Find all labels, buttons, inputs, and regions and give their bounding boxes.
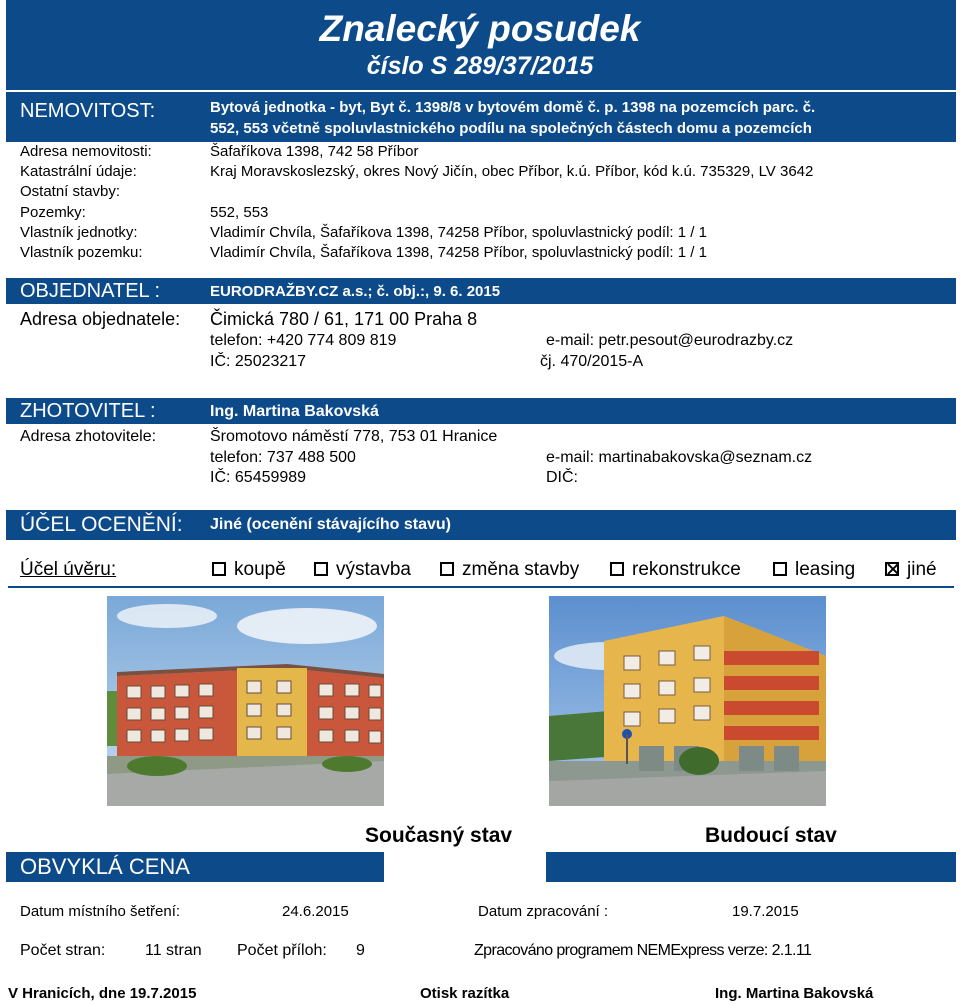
future-state-label: Budoucí stav <box>705 824 837 847</box>
loan-divider <box>8 586 954 588</box>
usual-price-label: OBVYKLÁ CENA <box>20 854 190 879</box>
contractor-ic: IČ: 65459989 <box>210 469 307 486</box>
client-ic: IČ: 25023217 <box>210 353 307 370</box>
contractor-dic: DIČ: <box>546 469 578 486</box>
loan-option-other[interactable] <box>885 559 937 581</box>
processing-date-label: Datum zpracování : <box>478 903 609 920</box>
attachments-label: Počet příloh: <box>237 942 327 959</box>
property-desc-line2: 552, 553 včetně spoluvlastnického podílu na společných částech domu a pozemcích <box>210 120 812 137</box>
client-email: e-mail: petr.pesout@eurodrazby.cz <box>546 332 794 349</box>
other-buildings-label: Ostatní stavby: <box>20 183 121 200</box>
contractor-address-label: Adresa zhotovitele: <box>20 428 157 445</box>
land-value: 552, 553 <box>210 204 269 221</box>
cadastral-value: Kraj Moravskoslezský, okres Nový Jičín, obec Příbor, k.ú. Příbor, kód k.ú. 735329, LV 3642 <box>210 163 814 180</box>
client-phone: telefon: +420 774 809 819 <box>210 332 397 349</box>
building-photo-front <box>107 596 384 806</box>
purpose-label: ÚČEL OCENĚNÍ: <box>20 513 183 536</box>
loan-option-leasing[interactable] <box>773 559 855 581</box>
place-and-date: V Hranicích, dne 19.7.2015 <box>8 985 197 1002</box>
checkbox-icon[interactable] <box>314 562 328 576</box>
property-desc-line1: Bytová jednotka - byt, Byt č. 1398/8 v bytovém domě č. p. 1398 na pozemcích parc. č. <box>210 99 816 116</box>
checkbox-icon[interactable] <box>212 562 226 576</box>
client-cj: čj. 470/2015-A <box>540 353 644 370</box>
report-number: číslo S 289/37/2015 <box>366 52 594 80</box>
loan-option-label: výstavba <box>336 559 411 580</box>
land-label: Pozemky: <box>20 204 86 221</box>
client-value: EURODRAŽBY.CZ a.s.; č. obj.:, 9. 6. 2015 <box>210 283 501 300</box>
client-address-label: Adresa objednatele: <box>20 309 181 329</box>
inspection-date: 24.6.2015 <box>282 903 349 920</box>
unit-owner-value: Vladimír Chvíla, Šafaříkova 1398, 74258 Příbor, spoluvlastnický podíl: 1 / 1 <box>210 224 707 241</box>
loan-option-label: koupě <box>234 559 286 580</box>
signature: Ing. Martina Bakovská <box>715 985 874 1002</box>
contractor-label: ZHOTOVITEL : <box>20 400 156 422</box>
property-label: NEMOVITOST: <box>20 100 156 122</box>
loan-option-label: leasing <box>795 559 856 580</box>
land-owner-label: Vlastník pozemku: <box>20 244 143 261</box>
pages-value: 11 stran <box>145 942 202 959</box>
building-photo-side <box>549 596 826 806</box>
cadastral-label: Katastrální údaje: <box>20 163 137 180</box>
loan-option-label: rekonstrukce <box>632 559 741 580</box>
checked-checkbox-icon[interactable] <box>885 562 899 576</box>
current-state-label: Současný stav <box>365 824 513 847</box>
software-note: Zpracováno programem NEMExpress verze: 2.1.11 <box>474 942 812 959</box>
checkbox-icon[interactable] <box>440 562 454 576</box>
client-label: OBJEDNATEL : <box>20 280 161 302</box>
checkbox-icon[interactable] <box>773 562 787 576</box>
pages-label: Počet stran: <box>20 942 106 959</box>
address-label: Adresa nemovitosti: <box>20 143 152 160</box>
processing-date: 19.7.2015 <box>732 903 799 920</box>
loan-option-change[interactable] <box>440 559 579 581</box>
attachments-value: 9 <box>356 942 365 959</box>
contractor-phone: telefon: 737 488 500 <box>210 449 356 466</box>
land-owner-value: Vladimír Chvíla, Šafaříkova 1398, 74258 Příbor, spoluvlastnický podíl: 1 / 1 <box>210 244 707 261</box>
contractor-address: Šromotovo náměstí 778, 753 01 Hranice <box>210 428 498 445</box>
address-value: Šafaříkova 1398, 742 58 Příbor <box>210 143 419 160</box>
report-title: Znalecký posudek <box>319 8 641 49</box>
loan-option-reconstruction[interactable] <box>610 559 741 581</box>
stamp-label: Otisk razítka <box>420 985 510 1002</box>
loan-option-label: změna stavby <box>462 559 580 580</box>
loan-option-label: jiné <box>907 559 937 580</box>
price-band-right <box>546 852 956 882</box>
loan-label: Účel úvěru: <box>20 559 117 580</box>
purpose-value: Jiné (ocenění stávajícího stavu) <box>210 516 451 533</box>
contractor-email: e-mail: martinabakovska@seznam.cz <box>546 449 813 466</box>
inspection-date-label: Datum místního šetření: <box>20 903 181 920</box>
unit-owner-label: Vlastník jednotky: <box>20 224 138 241</box>
contractor-value: Ing. Martina Bakovská <box>210 403 379 420</box>
loan-option-purchase[interactable] <box>212 559 286 581</box>
checkbox-icon[interactable] <box>610 562 624 576</box>
client-address: Čimická 780 / 61, 171 00 Praha 8 <box>210 309 478 329</box>
usual-price-value: 310 000 Kč <box>388 854 502 879</box>
loan-option-construction[interactable] <box>314 559 411 581</box>
